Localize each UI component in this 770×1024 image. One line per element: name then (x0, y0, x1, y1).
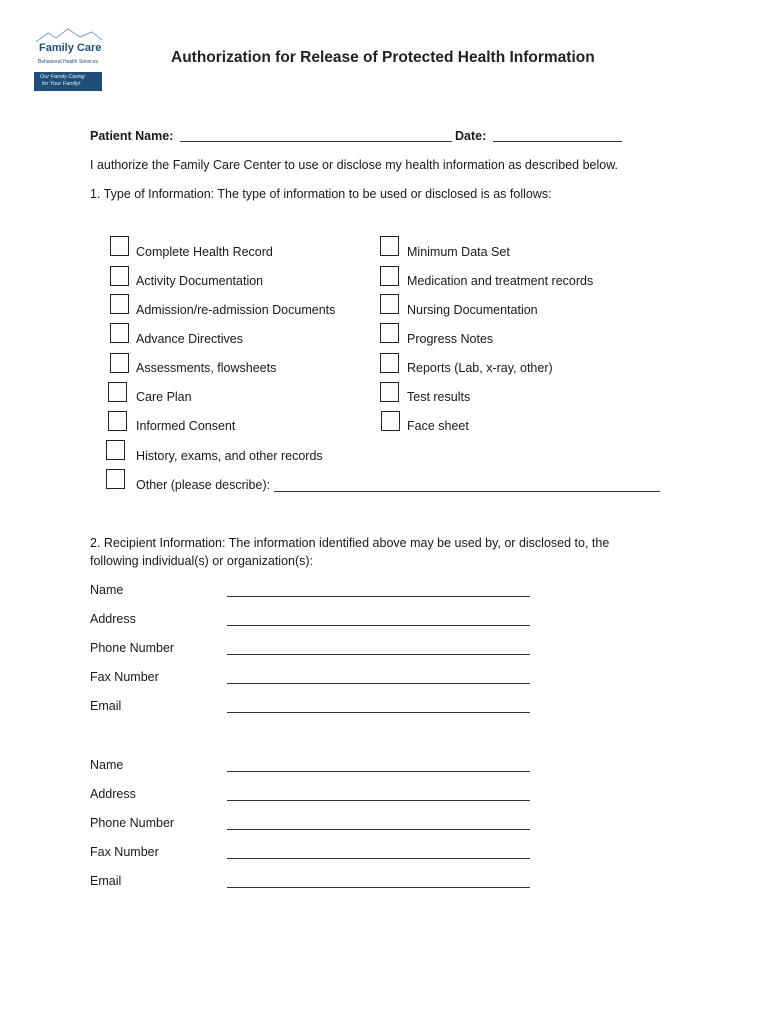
checkbox-assessments-flowsheets[interactable] (110, 353, 129, 373)
patient-name-label: Patient Name: (90, 129, 174, 143)
checkbox-advance-directives[interactable] (110, 323, 129, 343)
section-2-heading: 2. Recipient Information: The information identified above may be used by, or disclosed to, the (90, 536, 610, 550)
recipient-1-address-field[interactable] (227, 625, 530, 626)
recipient-2-name-field[interactable] (227, 771, 530, 772)
recipient-2-phone-label: Phone Number (90, 816, 175, 830)
checkbox-complete-health-record[interactable] (110, 236, 129, 256)
logo-tagline: Our Family Caring (40, 74, 85, 80)
recipient-2-name-label: Name (90, 758, 124, 772)
option-label: Other (please describe): (136, 478, 271, 492)
logo-name: Family Care (39, 42, 102, 54)
date-label: Date: (455, 129, 487, 143)
recipient-1-email-label: Email (90, 699, 122, 713)
option-label: Nursing Documentation (407, 303, 538, 317)
option-label: Minimum Data Set (407, 245, 510, 259)
section-1-heading: 1. Type of Information: The type of information to be used or disclosed is as follows: (90, 187, 552, 201)
recipient-1-phone-field[interactable] (227, 654, 530, 655)
recipient-1-address-label: Address (90, 612, 136, 626)
recipient-2-phone-field[interactable] (227, 829, 530, 830)
intro-text: I authorize the Family Care Center to use or disclose my health information as described below. (90, 158, 619, 172)
checkbox-other[interactable] (106, 469, 125, 489)
recipient-2-email-field[interactable] (227, 887, 530, 888)
checkbox-medication-records[interactable] (380, 266, 399, 286)
logo-tagline-2: for Your Family! (42, 81, 81, 87)
checkbox-minimum-data-set[interactable] (380, 236, 399, 256)
option-label: Informed Consent (136, 419, 236, 433)
checkbox-care-plan[interactable] (108, 382, 127, 402)
checkbox-face-sheet[interactable] (381, 411, 400, 431)
checkbox-admission-documents[interactable] (110, 294, 129, 314)
recipient-1-name-field[interactable] (227, 596, 530, 597)
date-field[interactable] (493, 141, 622, 142)
option-label: Care Plan (136, 390, 192, 404)
family-care-logo (34, 28, 104, 94)
option-label: Admission/re-admission Documents (136, 303, 336, 317)
checkbox-reports[interactable] (380, 353, 399, 373)
option-label: Reports (Lab, x-ray, other) (407, 361, 553, 375)
option-label: Progress Notes (407, 332, 494, 346)
page-title: Authorization for Release of Protected Health Information (171, 49, 595, 66)
recipient-1-phone-label: Phone Number (90, 641, 175, 655)
other-describe-field[interactable] (274, 491, 660, 492)
recipient-1-name-label: Name (90, 583, 124, 597)
section-2-heading-cont: following individual(s) or organization(s): (90, 554, 314, 568)
recipient-2-fax-label: Fax Number (90, 845, 159, 859)
checkbox-activity-documentation[interactable] (110, 266, 129, 286)
recipient-1-fax-field[interactable] (227, 683, 530, 684)
recipient-2-address-field[interactable] (227, 800, 530, 801)
logo-band (34, 72, 102, 91)
logo-subtitle: Behavioral Health Services (38, 59, 99, 65)
checkbox-history-exams[interactable] (106, 440, 125, 460)
option-label: Assessments, flowsheets (136, 361, 277, 375)
checkbox-informed-consent[interactable] (108, 411, 127, 431)
option-label: Medication and treatment records (407, 274, 594, 288)
option-label: Complete Health Record (136, 245, 273, 259)
recipient-1-email-field[interactable] (227, 712, 530, 713)
checkbox-nursing-documentation[interactable] (380, 294, 399, 314)
option-label: History, exams, and other records (136, 449, 323, 463)
option-label: Face sheet (407, 419, 469, 433)
recipient-2-fax-field[interactable] (227, 858, 530, 859)
patient-name-field[interactable] (180, 141, 452, 142)
option-label: Activity Documentation (136, 274, 264, 288)
recipient-1-fax-label: Fax Number (90, 670, 159, 684)
option-label: Test results (407, 390, 471, 404)
option-label: Advance Directives (136, 332, 243, 346)
recipient-2-address-label: Address (90, 787, 136, 801)
checkbox-test-results[interactable] (380, 382, 399, 402)
recipient-2-email-label: Email (90, 874, 122, 888)
checkbox-progress-notes[interactable] (380, 323, 399, 343)
